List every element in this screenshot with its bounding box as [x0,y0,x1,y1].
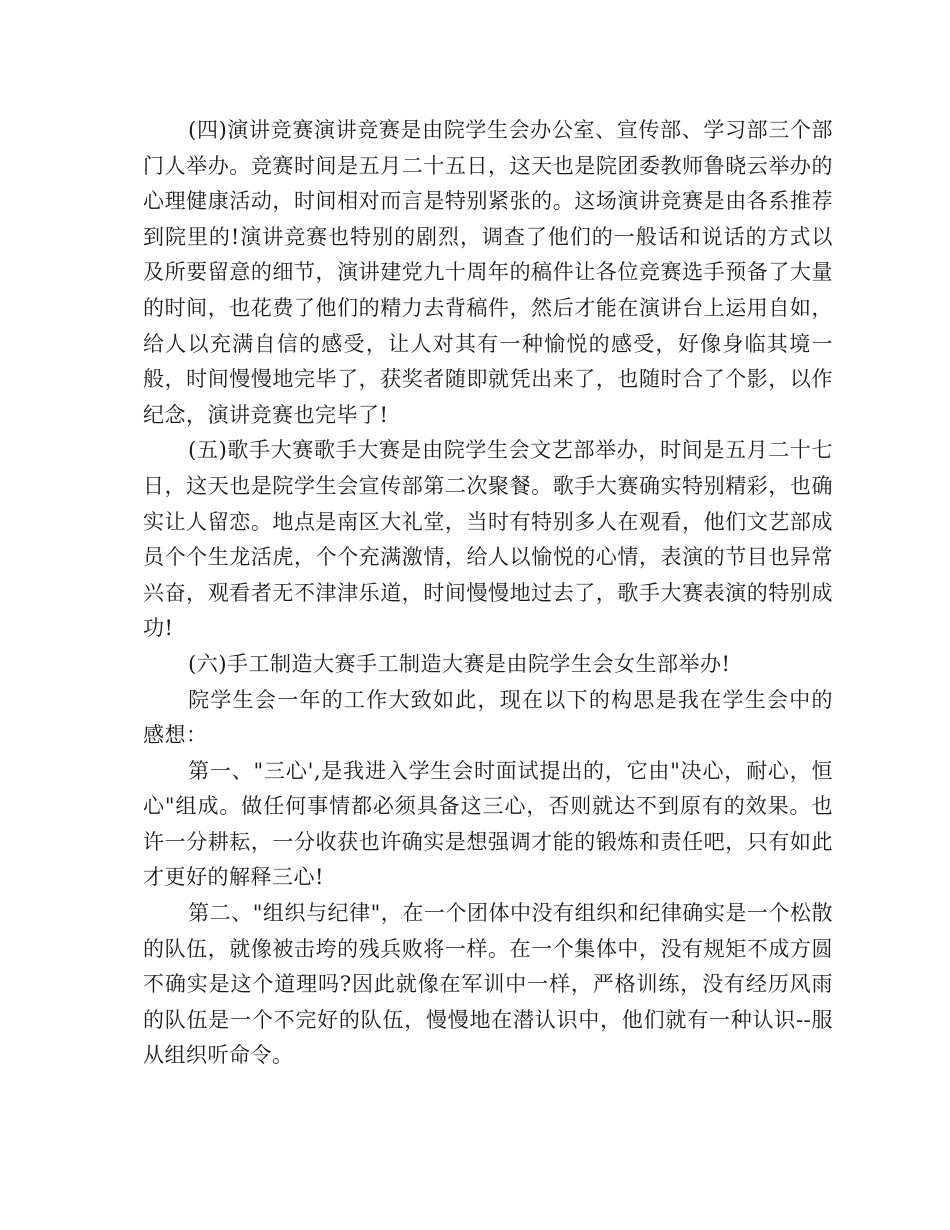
paragraph-three-hearts: 第一、"三心',是我进入学生会时面试提出的，它由"决心，耐心，恒心"组成。做任何事情都必须具备这三心，否则就达不到原有的效果。也许一分耕耘，一分收获也许确实是想强调才能的锻炼和责任吧，只有如此才更好的解释三心! [143,758,833,890]
paragraph-speech-contest: (四)演讲竞赛演讲竞赛是由院学生会办公室、宣传部、学习部三个部门人举办。竞赛时间是五月二十五日，这天也是院团委教师鲁晓云举办的心理健康活动，时间相对而言是特别紧张的。这场演讲竞赛是由各系推荐到院里的!演讲竞赛也特别的剧烈，调查了他们的一般话和说话的方式以及所要留意的细节，演讲建党九十周年的稿件让各位竞赛选手预备了大量的时间，也花费了他们的精力去背稿件，然后才能在演讲台上运用自如，给人以充满自信的感受，让人对其有一种愉悦的感受，好像身临其境一般，时间慢慢地完毕了，获奖者随即就凭出来了，也随时合了个影，以作纪念，演讲竞赛也完毕了! [143,118,833,427]
document-page [143,113,833,1074]
paragraph-singer-contest: (五)歌手大赛歌手大赛是由院学生会文艺部举办，时间是五月二十七日，这天也是院学生会宣传部第二次聚餐。歌手大赛确实特别精彩，也确实让人留恋。地点是南区大礼堂，当时有特别多人在观看，他们文艺部成员个个生龙活虎，个个充满激情，给人以愉悦的心情，表演的节目也异常兴奋，观看者无不津津乐道，时间慢慢地过去了，歌手大赛表演的特别成功! [143,438,833,641]
paragraph-handcraft-contest: (六)手工制造大赛手工制造大赛是由院学生会女生部举办! [188,651,731,676]
paragraph-summary: 院学生会一年的工作大致如此，现在以下的构思是我在学生会中的感想： [143,687,833,748]
paragraph-organization-discipline: 第二、"组织与纪律"，在一个团体中没有组织和纪律确实是一个松散的队伍，就像被击垮的残兵败将一样。在一个集体中，没有规矩不成方圆不确实是这个道理吗?因此就像在军训中一样，严格训练，没有经历风雨的队伍是一个不完好的队伍，慢慢地在潜认识中，他们就有一种认识--服从组织听命令。 [143,901,833,1068]
